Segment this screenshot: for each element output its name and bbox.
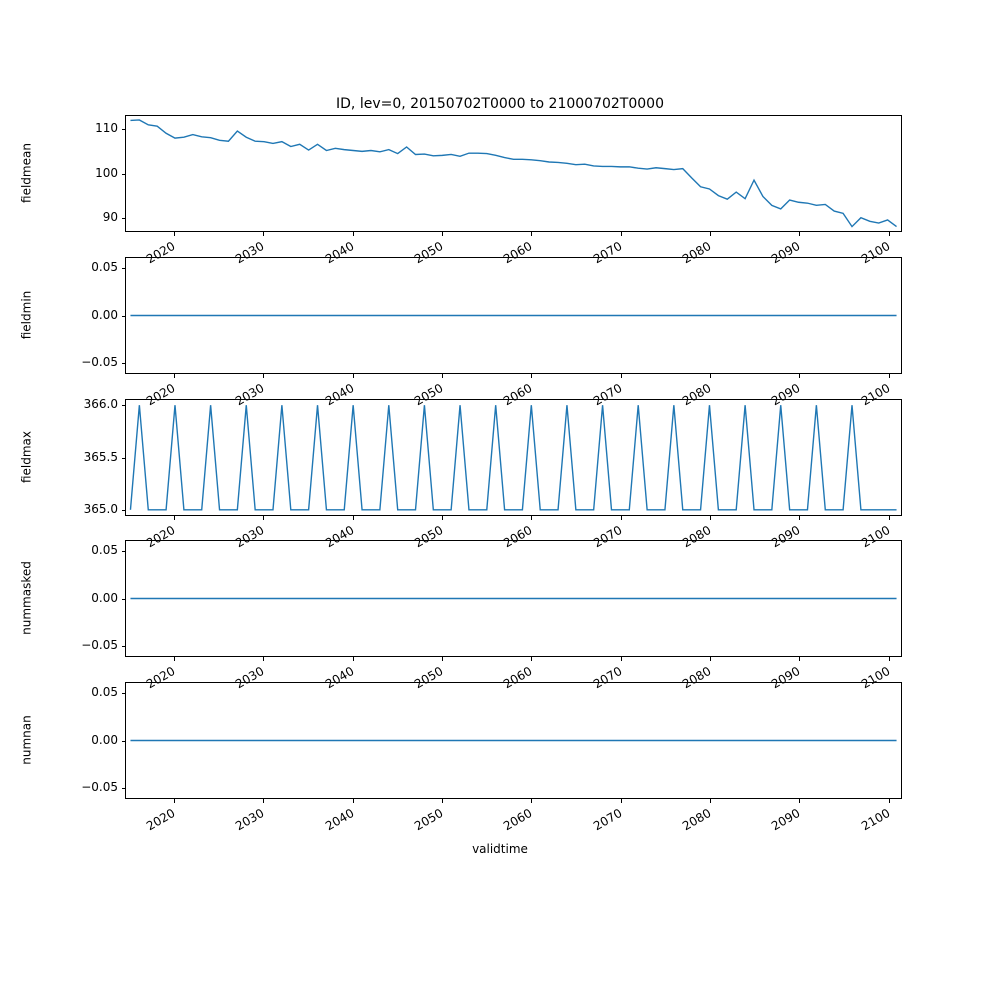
x-tick-label: 2040 [322,663,357,692]
x-tickmark [263,799,264,803]
x-tick-label: 2020 [144,663,178,692]
x-tickmark [710,232,711,236]
x-tick-label: 2070 [590,522,625,551]
x-tick-label: 2100 [858,805,893,834]
x-tick-label: 2050 [412,238,446,267]
x-tickmark [710,799,711,803]
y-tickmark [122,268,126,269]
y-tick-label: 90 [102,209,118,224]
x-tickmark [174,516,175,520]
x-tick-label: 2060 [501,522,535,551]
y-tickmark [122,458,126,459]
y-tick-label: 110 [95,121,118,136]
x-tick-label: 2050 [412,663,446,692]
x-tickmark [174,657,175,661]
x-tickmark [442,799,443,803]
x-tick-label: 2080 [680,380,714,409]
x-tick-label: 2070 [590,238,625,267]
x-tick-label: 2070 [590,663,625,692]
x-tick-label: 2040 [322,522,357,551]
y-tickmark [122,174,126,175]
x-tickmark [710,657,711,661]
plot-area [126,400,901,515]
y-tickmark [122,599,126,600]
y-tickmark [122,510,126,511]
x-tick-label: 2050 [412,522,446,551]
x-tick-label: 2090 [769,522,803,551]
y-tickmark [122,693,126,694]
x-tickmark [263,516,264,520]
data-line [130,120,896,227]
y-axis-label-fieldmean: fieldmean [19,142,33,203]
x-tickmark [531,799,532,803]
x-tickmark [531,657,532,661]
x-tick-label: 2080 [680,805,714,834]
y-tickmark [122,646,126,647]
x-tick-label: 2030 [233,663,267,692]
x-tickmark [710,374,711,378]
x-tick-label: 2070 [590,805,625,834]
x-tick-label: 2030 [233,522,267,551]
x-tick-label: 2090 [769,663,803,692]
x-tickmark [442,516,443,520]
x-tick-label: 2090 [769,380,803,409]
y-axis-label-fieldmax: fieldmax [19,430,33,483]
x-tick-label: 2050 [412,805,446,834]
y-tick-label: 0.05 [91,259,118,274]
x-tick-label: 2040 [322,238,357,267]
x-tickmark [621,516,622,520]
x-tickmark [889,232,890,236]
x-tick-label: 2030 [233,380,267,409]
x-tick-label: 2100 [858,663,893,692]
x-tickmark [799,374,800,378]
x-tick-label: 2080 [680,522,714,551]
x-tickmark [621,799,622,803]
x-tick-label: 2060 [501,663,535,692]
x-tickmark [889,374,890,378]
x-tick-label: 2060 [501,380,535,409]
data-line [130,405,896,510]
x-tickmark [621,232,622,236]
y-tickmark [122,741,126,742]
x-tick-label: 2030 [233,238,267,267]
x-tickmark [353,516,354,520]
x-tickmark [531,516,532,520]
chart-title: ID, lev=0, 20150702T0000 to 21000702T0000 [336,96,664,112]
x-tick-label: 2090 [769,238,803,267]
x-tick-label: 2020 [144,380,178,409]
y-tick-label: 0.05 [91,542,118,557]
x-tickmark [174,799,175,803]
x-tickmark [531,374,532,378]
x-tick-label: 2080 [680,663,714,692]
x-tickmark [263,657,264,661]
x-tickmark [353,799,354,803]
x-tickmark [799,657,800,661]
x-tick-label: 2040 [322,380,357,409]
x-tick-label: 2100 [858,522,893,551]
subplot-fieldmin [125,257,902,374]
y-tick-label: 100 [95,165,118,180]
x-tickmark [442,232,443,236]
x-tickmark [174,374,175,378]
subplot-fieldmean [125,115,902,232]
subplot-numnan [125,682,902,799]
x-tickmark [799,799,800,803]
x-tick-label: 2040 [322,805,357,834]
x-tickmark [621,374,622,378]
y-tickmark [122,405,126,406]
x-tick-label: 2070 [590,380,625,409]
x-tick-label: 2050 [412,380,446,409]
y-tickmark [122,129,126,130]
y-tick-label: 0.05 [91,684,118,699]
x-tickmark [531,232,532,236]
x-tickmark [799,232,800,236]
y-tickmark [122,788,126,789]
y-tick-label: 0.00 [91,590,118,605]
x-tickmark [442,657,443,661]
y-tick-label: 365.0 [83,501,118,516]
y-tick-label: −0.05 [81,355,118,370]
x-tick-label: 2090 [769,805,803,834]
x-axis-label: validtime [472,842,528,856]
x-tick-label: 2100 [858,238,893,267]
x-tickmark [353,374,354,378]
x-tickmark [889,516,890,520]
y-tick-label: 365.5 [83,449,118,464]
y-axis-label-fieldmin: fieldmin [19,290,33,339]
x-tick-label: 2100 [858,380,893,409]
y-tick-label: 0.00 [91,307,118,322]
y-tick-label: −0.05 [81,638,118,653]
x-tick-label: 2020 [144,238,178,267]
x-tickmark [710,516,711,520]
y-tickmark [122,316,126,317]
x-tickmark [799,516,800,520]
x-tick-label: 2030 [233,805,267,834]
plot-area [126,258,901,373]
x-tickmark [353,232,354,236]
x-tickmark [174,232,175,236]
x-tickmark [263,232,264,236]
x-tick-label: 2080 [680,238,714,267]
plot-area [126,116,901,231]
y-axis-label-numnan: numnan [19,714,33,765]
y-tick-label: 366.0 [83,397,118,412]
y-axis-label-nummasked: nummasked [19,560,33,635]
x-tickmark [889,799,890,803]
x-tickmark [621,657,622,661]
x-tick-label: 2020 [144,805,178,834]
x-tick-label: 2020 [144,522,178,551]
y-tick-label: 0.00 [91,732,118,747]
x-tickmark [889,657,890,661]
plot-area [126,683,901,798]
y-tick-label: −0.05 [81,780,118,795]
subplot-fieldmax [125,399,902,516]
plot-area [126,541,901,656]
subplot-nummasked [125,540,902,657]
x-tickmark [263,374,264,378]
y-tickmark [122,218,126,219]
x-tickmark [442,374,443,378]
x-tickmark [353,657,354,661]
x-tick-label: 2060 [501,238,535,267]
x-tick-label: 2060 [501,805,535,834]
y-tickmark [122,363,126,364]
y-tickmark [122,551,126,552]
